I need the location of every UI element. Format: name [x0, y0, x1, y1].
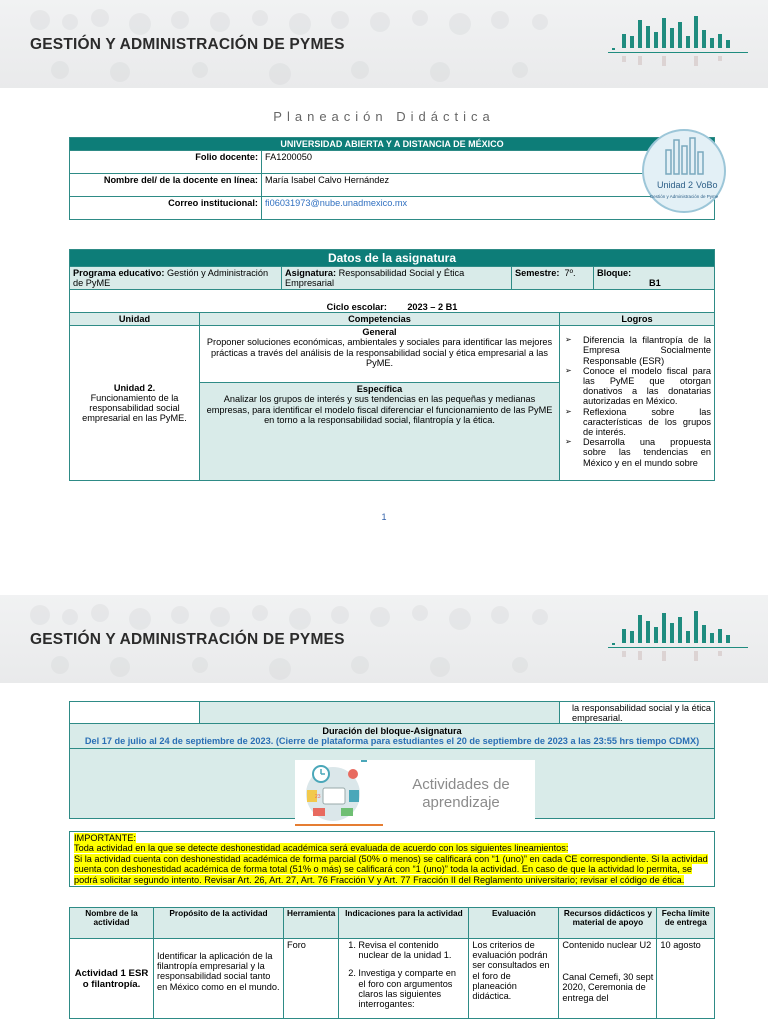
logro-item: ➢ Diferencia la filantropía de la Empresa Socialmente Responsable (ESR): [563, 335, 711, 366]
indicacion-item: 2. Investiga y comparte en el foro con argumentos claros las siguientes interrogantes:: [358, 968, 465, 1009]
vobo-unidad: Unidad 2: [657, 180, 694, 190]
unadm-bars-logo: [608, 14, 748, 70]
datos-asignatura-table: [69, 249, 715, 314]
general-text: Proponer soluciones económicas, ambientales y sociales para identificar las mejores prácticas a través del análisis de la responsabilidad social y ética empresarial a las PyME.: [206, 337, 553, 368]
actividades-banner: [295, 760, 535, 826]
programa-label: Programa educativo:: [73, 268, 165, 278]
actividades-table: [69, 907, 715, 1019]
logro-item: ➢ Desarrolla una propuesta sobre las tendencias en México y en el mundo sobre: [563, 437, 711, 468]
correo-link[interactable]: fi06031973@nube.unadmexico.mx: [265, 198, 408, 208]
competencias-table: [69, 312, 715, 481]
col-evaluacion: Evaluación: [469, 908, 559, 939]
logros-continuation: la responsabilidad social y la ética empresarial.: [560, 702, 715, 725]
page-number: 1: [381, 512, 387, 522]
bloque-value: B1: [649, 278, 661, 289]
vobo-sub: Gestión y Administración de Pyme: [649, 194, 719, 199]
header-title: GESTIÓN Y ADMINISTRACIÓN DE PYMES: [30, 36, 345, 53]
actividades-title: Actividades de aprendizaje: [412, 776, 510, 811]
planeacion-title: Planeación Didáctica: [273, 109, 495, 124]
col-logros: Logros: [560, 313, 715, 326]
especifica-text: Analizar los grupos de interés y sus tendencias en las pequeñas y medianas empresas, para identificar el modelo fiscal diferenciar el funcionamiento de las PyME en torno a la responsabilidad social, filantropía y la ética.: [206, 394, 553, 425]
unadm-bars-logo: [608, 609, 748, 665]
logro-item: ➢ Conoce el modelo fiscal para las PyME que otorgan donativos a las donatarias autorizadas en México.: [563, 366, 711, 407]
programa-value: Gestión y Administración de PyME: [73, 268, 269, 289]
col-proposito: Propósito de la actividad: [154, 908, 284, 939]
duracion-title: Duración del bloque-Asignatura: [322, 726, 462, 736]
col-fecha: Fecha límite de entrega: [657, 908, 715, 939]
unidad-desc: Funcionamiento de la responsabilidad social empresarial en las PyME.: [82, 393, 187, 424]
recurso-2: Canal Cemefi, 30 sept 2020, Ceremonia de entrega del: [562, 972, 654, 1003]
logros-list: [563, 335, 711, 468]
semestre-label: Semestre:: [515, 268, 560, 278]
nombre-value: María Isabel Calvo Hernández: [262, 174, 715, 197]
col-unidad: Unidad: [70, 313, 200, 326]
folio-label: Folio docente:: [70, 151, 262, 174]
actividad-1-indicaciones: [342, 940, 465, 1009]
docente-table: [69, 137, 715, 220]
col-competencias: Competencias: [200, 313, 560, 326]
actividad-1-name: Actividad 1 ESR o filantropía.: [70, 939, 154, 1019]
recurso-1: Contenido nuclear U2: [562, 940, 652, 950]
nombre-label: Nombre del/ de la docente en línea:: [70, 174, 262, 197]
col-recursos: Recursos didácticos y material de apoyo: [559, 908, 657, 939]
asignatura-value: Responsabilidad Social y Ética Empresarial: [285, 268, 465, 289]
asignatura-label: Asignatura:: [285, 268, 337, 278]
general-title: General: [362, 327, 397, 338]
logro-item: ➢ Reflexiona sobre las características de los grupos de interés.: [563, 407, 711, 438]
page-header: [0, 595, 768, 683]
page-gap: [0, 560, 768, 595]
importante-label: IMPORTANTE:: [74, 833, 136, 843]
col-nombre: Nombre de la actividad: [70, 908, 154, 939]
col-herramienta: Herramienta: [284, 908, 339, 939]
especifica-title: Específica: [356, 384, 403, 395]
svg-text:23: 23: [315, 794, 321, 800]
university-heading: UNIVERSIDAD ABIERTA Y A DISTANCIA DE MÉXICO: [70, 138, 715, 151]
actividad-1-fecha: 10 agosto: [657, 939, 715, 1019]
header-title: GESTIÓN Y ADMINISTRACIÓN DE PYMES: [30, 631, 345, 648]
ciclo-label: Ciclo escolar:: [326, 302, 387, 313]
folio-value: FA1200050: [262, 151, 715, 174]
duracion-text: Del 17 de julio al 24 de septiembre de 2023. (Cierre de plataforma para estudiantes el 20 de septiembre de 2023 a las 23:55 hrs tiempo CDMX): [84, 736, 700, 747]
vobo-label: VoBo: [696, 180, 718, 190]
bloque-label: Bloque:: [597, 268, 632, 278]
logros-continuation-table: [69, 701, 715, 725]
unidad-title: Unidad 2.: [113, 382, 156, 393]
page-header: [0, 0, 768, 88]
datos-title: Datos de la asignatura: [70, 250, 715, 267]
ciclo-value: 2023 – 2 B1: [407, 302, 458, 313]
correo-label: Correo institucional:: [70, 197, 262, 220]
importante-table: [69, 831, 715, 887]
actividad-1-herramienta: Foro: [284, 939, 339, 1019]
importante-line-2: Si la actividad cuenta con deshonestidad académica de forma parcial (50% o menos) se calificará con “1 (uno)” en cada CE correspondiente. Si la actividad cuenta con deshonestidad académica de forma total (51% o más) se calificará con “1 (uno)” toda la actividad. En caso de que la actividad lo permita, se podrá solicitar segundo intento. Revisar Art. 26, Art. 27, Art. 76 Fracción V y Art. 77 Fracción II del Reglamento universitario; revisar el código de ética.: [74, 853, 708, 885]
importante-line-1: Toda actividad en la que se detecte deshonestidad académica será evaluada de acuerdo con los siguientes lineamientos:: [74, 843, 569, 854]
actividad-1-proposito: Identificar la aplicación de la filantropía empresarial y la responsabilidad social tanto en México como en el mundo.: [154, 939, 284, 1019]
semestre-value: 7º.: [564, 268, 576, 278]
actividad-1-evaluacion: Los criterios de evaluación podrán ser consultados en el foro de planeación didáctica.: [469, 939, 559, 1019]
indicacion-item: 1. Revisa el contenido nuclear de la unidad 1.: [358, 940, 465, 960]
col-indicaciones: Indicaciones para la actividad: [339, 908, 469, 939]
unidad-vobo-stamp: [634, 128, 734, 214]
